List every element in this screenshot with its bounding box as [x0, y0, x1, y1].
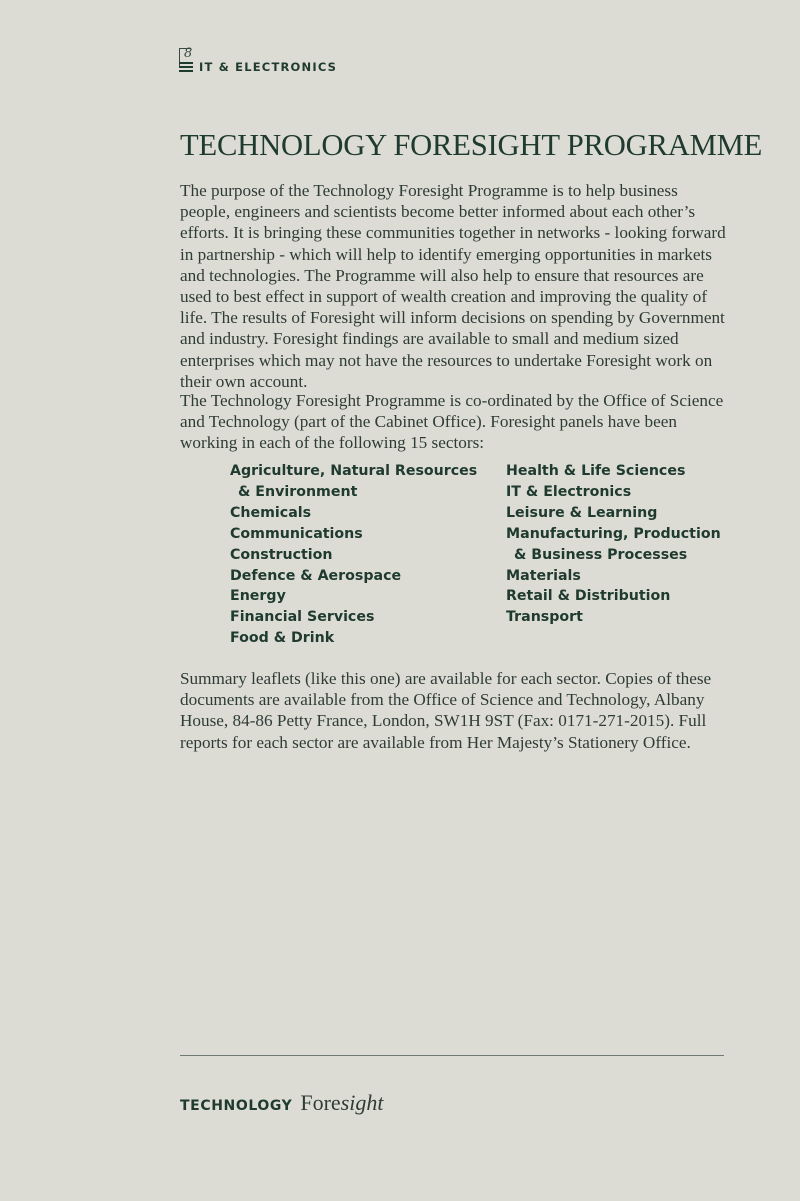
coordination-paragraph: The Technology Foresight Programme is co-ordinated by the Office of Science and Technology (part of the Cabinet Office). Foresight panels have been working in each of the following 15 sectors:	[180, 391, 724, 453]
sector-label-continued: & Environment	[238, 483, 358, 500]
sector-item: Food & Drink	[230, 630, 335, 647]
sector-item	[506, 524, 721, 566]
sector-item: Materials	[506, 567, 581, 584]
foresight-logo	[180, 1090, 384, 1116]
sector-item: Communications	[230, 525, 363, 542]
availability-paragraph: Summary leaflets (like this one) are available for each sector. Copies of these documents are available from the Office of Science and Technology, Albany House, 84-86 Petty France, London, SW1H 9ST (Fax: 0171-271-2015). Full reports for each sector are available from Her Majesty’s Stationery Office.	[180, 669, 712, 752]
sector-label: Agriculture, Natural Resources	[230, 463, 478, 479]
sector-item: Retail & Distribution	[506, 588, 671, 605]
sector-item: Financial Services	[230, 609, 375, 626]
page-title: TECHNOLOGY FORESIGHT PROGRAMME	[180, 128, 763, 162]
sector-item: IT & Electronics	[506, 483, 632, 500]
sector-item: Defence & Aerospace	[230, 567, 402, 584]
sector-item: Leisure & Learning	[506, 504, 658, 521]
sector-column-left	[230, 461, 477, 649]
sector-item: Construction	[230, 546, 333, 563]
sector-item: Chemicals	[230, 504, 312, 521]
sector-column-right	[506, 461, 721, 628]
logo-word-foresight-plain: Fore	[300, 1090, 341, 1115]
sector-item: Energy	[230, 588, 286, 605]
intro-paragraph: The purpose of the Technology Foresight Programme is to help business people, engineers and scientists become better informed about each other’s efforts. It is bringing these communities together in networks - looking forward in partnership - which will help to identify emerging opportunities in markets and technologies. The Programme will also help to ensure that resources are used to best effect in support of wealth creation and improving the quality of life. The results of Foresight will inform decisions on spending by Government and industry. Foresight findings are available to small and medium sized enterprises which may not have the resources to undertake Foresight work on their own account.	[180, 181, 726, 391]
sector-item: Health & Life Sciences	[506, 463, 686, 479]
section-lines-icon	[179, 62, 193, 76]
page-number: 8	[184, 46, 193, 61]
footer-divider	[180, 1055, 724, 1056]
section-label: IT & ELECTRONICS	[199, 60, 338, 74]
sector-label-continued: & Business Processes	[514, 546, 688, 563]
sector-item: Transport	[506, 609, 583, 626]
sector-item	[230, 461, 477, 503]
logo-word-foresight	[300, 1090, 383, 1115]
logo-word-foresight-italic: sight	[340, 1090, 384, 1115]
logo-word-technology: TECHNOLOGY	[180, 1098, 293, 1114]
sector-label: Manufacturing, Production	[506, 525, 721, 542]
